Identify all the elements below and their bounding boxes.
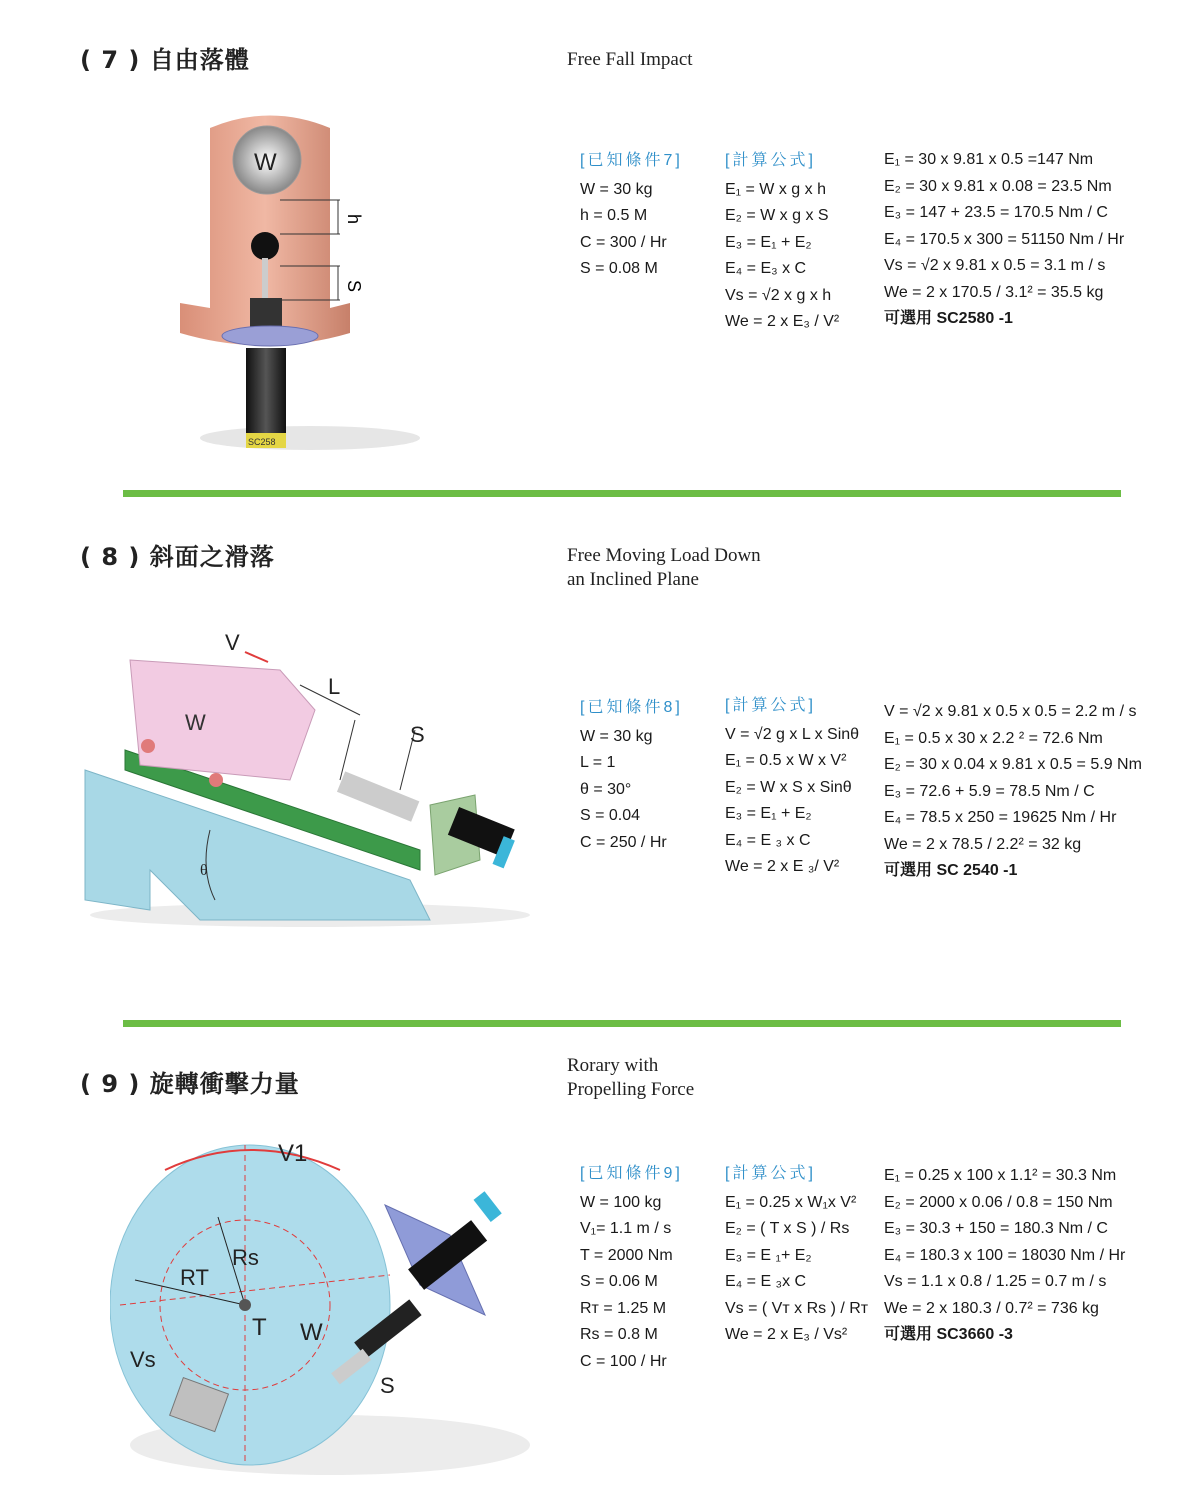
formula-item: We = 2 x E ₃/ V² <box>725 858 840 875</box>
formula-item: We = 2 x E₃ / Vs² <box>725 1326 848 1343</box>
selected-model: 可選用 SC2580 -1 <box>884 310 1013 327</box>
given-heading: [已知條件7] <box>580 152 683 169</box>
section-subtitle <box>567 544 761 592</box>
given-item: Rᴛ = 1.25 M <box>580 1299 667 1317</box>
calculations <box>884 1163 1125 1349</box>
given-item: h = 0.5 M <box>580 207 648 224</box>
stroke-label: S <box>410 722 425 747</box>
given-item: L = 1 <box>580 754 616 771</box>
weight-label: W <box>300 1319 323 1346</box>
formula-item: Vs = ( Vᴛ x Rs ) / Rᴛ <box>725 1299 869 1317</box>
calc-item: Vs = 1.1 x 0.8 / 1.25 = 0.7 m / s <box>884 1273 1107 1290</box>
given-item: T = 2000 Nm <box>580 1246 673 1264</box>
given-item: C = 100 / Hr <box>580 1352 667 1370</box>
section-subtitle <box>567 1054 694 1102</box>
weight-label: W <box>254 149 277 176</box>
given-item: θ = 30° <box>580 780 632 798</box>
calc-item: E₂ = 2000 x 0.06 / 0.8 = 150 Nm <box>884 1193 1113 1211</box>
given-heading: [已知條件9] <box>580 1165 683 1182</box>
model-tag: SC258 <box>248 437 276 447</box>
subtitle-line: an Inclined Plane <box>567 569 699 590</box>
formula-heading: [計算公式] <box>725 152 816 169</box>
rs-label: Rs <box>232 1245 259 1270</box>
calc-item: E₄ = 180.3 x 100 = 18030 Nm / Hr <box>884 1246 1126 1264</box>
given-item: W = 100 kg <box>580 1193 662 1211</box>
given-item: S = 0.04 <box>580 807 641 824</box>
calc-item: E₂ = 30 x 0.04 x 9.81 x 0.5 = 5.9 Nm <box>884 756 1142 773</box>
section-subtitle: Free Fall Impact <box>567 49 693 70</box>
formula-item: We = 2 x E₃ / V² <box>725 313 840 330</box>
calc-item: We = 2 x 170.5 / 3.1² = 35.5 kg <box>884 283 1104 301</box>
height-label: h <box>344 214 364 225</box>
formulas <box>725 693 859 881</box>
formula-item: E₂ = W x g x S <box>725 207 829 224</box>
given-heading: [已知條件8] <box>580 699 683 716</box>
selected-model: 可選用 SC3660 -3 <box>884 1326 1013 1343</box>
given-item: V₁= 1.1 m / s <box>580 1220 672 1237</box>
formula-item: E₁ = 0.25 x W₁x V² <box>725 1193 857 1211</box>
subtitle-line: Free Moving Load Down <box>567 545 761 566</box>
torque-label: T <box>252 1314 267 1341</box>
formula-item: E₄ = E₃ x C <box>725 260 807 277</box>
subtitle-line: Rorary with <box>567 1055 659 1076</box>
section-title: ( 7 ) 自由落體 <box>80 46 250 74</box>
section-divider <box>123 1020 1121 1027</box>
calc-item: E₄ = 78.5 x 250 = 19625 Nm / Hr <box>884 809 1117 826</box>
section-title: ( 9 ) 旋轉衝擊力量 <box>80 1070 300 1098</box>
free-fall-illustration <box>170 108 470 458</box>
calc-item: E₁ = 0.5 x 30 x 2.2 ² = 72.6 Nm <box>884 729 1103 747</box>
formula-item: E₃ = E ₁+ E₂ <box>725 1246 812 1264</box>
section-inclined-plane <box>0 497 1200 1017</box>
section-rotary-impact <box>0 1027 1200 1498</box>
formulas <box>725 1161 868 1349</box>
formula-item: E₁ = 0.5 x W x V² <box>725 752 847 769</box>
given-item: W = 30 kg <box>580 180 653 198</box>
calc-item: E₂ = 30 x 9.81 x 0.08 = 23.5 Nm <box>884 177 1112 195</box>
velocity-label: V <box>225 630 240 655</box>
formula-item: V = √2 g x L x Sinθ <box>725 725 860 743</box>
calc-item: E₃ = 30.3 + 150 = 180.3 Nm / C <box>884 1220 1108 1237</box>
calc-item: E₁ = 0.25 x 100 x 1.1² = 30.3 Nm <box>884 1167 1117 1184</box>
calc-item: Vs = √2 x 9.81 x 0.5 = 3.1 m / s <box>884 257 1106 274</box>
inclined-plane-illustration <box>70 630 530 930</box>
calc-item: E₄ = 170.5 x 300 = 51150 Nm / Hr <box>884 230 1125 248</box>
formula-heading: [計算公式] <box>725 697 816 714</box>
calc-item: V = √2 x 9.81 x 0.5 x 0.5 = 2.2 m / s <box>884 703 1137 720</box>
given-item: C = 300 / Hr <box>580 233 667 251</box>
formula-item: E₂ = ( T x S ) / Rs <box>725 1220 850 1237</box>
section-free-fall <box>0 0 1200 490</box>
calc-item: E₁ = 30 x 9.81 x 0.5 =147 Nm <box>884 151 1094 168</box>
formula-item: E₁ = W x g x h <box>725 180 826 198</box>
section-title: ( 8 ) 斜面之滑落 <box>80 543 275 571</box>
given-item: S = 0.06 M <box>580 1273 658 1290</box>
section-divider <box>123 490 1121 497</box>
calculations <box>884 699 1142 885</box>
given-item: W = 30 kg <box>580 727 653 745</box>
formula-item: E₄ = E ₃x C <box>725 1273 807 1290</box>
stroke-label: S <box>380 1373 395 1398</box>
calc-item: We = 2 x 78.5 / 2.2² = 32 kg <box>884 835 1082 853</box>
formula-item: Vs = √2 x g x h <box>725 286 832 304</box>
given-item: C = 250 / Hr <box>580 833 667 851</box>
length-label: L <box>328 674 341 699</box>
given-conditions <box>580 1161 683 1375</box>
formula-item: E₃ = E₁ + E₂ <box>725 233 812 251</box>
subtitle-line: Propelling Force <box>567 1079 695 1100</box>
angle-label: θ <box>200 862 208 879</box>
rotary-illustration <box>110 1135 530 1485</box>
stroke-label: S <box>344 280 364 293</box>
formula-item: E₄ = E ₃ x C <box>725 831 811 849</box>
vs-label: Vs <box>130 1347 156 1372</box>
given-conditions <box>580 148 683 283</box>
given-conditions <box>580 695 683 856</box>
rt-label: RT <box>180 1265 209 1290</box>
formula-item: E₃ = E₁ + E₂ <box>725 805 812 822</box>
weight-label: W <box>185 710 206 735</box>
formula-heading: [計算公式] <box>725 1165 816 1182</box>
selected-model: 可選用 SC 2540 -1 <box>884 862 1018 879</box>
calc-item: E₃ = 72.6 + 5.9 = 78.5 Nm / C <box>884 782 1095 800</box>
formula-item: E₂ = W x S x Sinθ <box>725 778 852 796</box>
given-item: Rs = 0.8 M <box>580 1326 658 1343</box>
calc-item: E₃ = 147 + 23.5 = 170.5 Nm / C <box>884 204 1108 221</box>
calc-item: We = 2 x 180.3 / 0.7² = 736 kg <box>884 1299 1099 1317</box>
given-item: S = 0.08 M <box>580 260 658 277</box>
v1-label: V1 <box>278 1140 308 1167</box>
formulas <box>725 148 839 336</box>
calculations <box>884 147 1124 333</box>
